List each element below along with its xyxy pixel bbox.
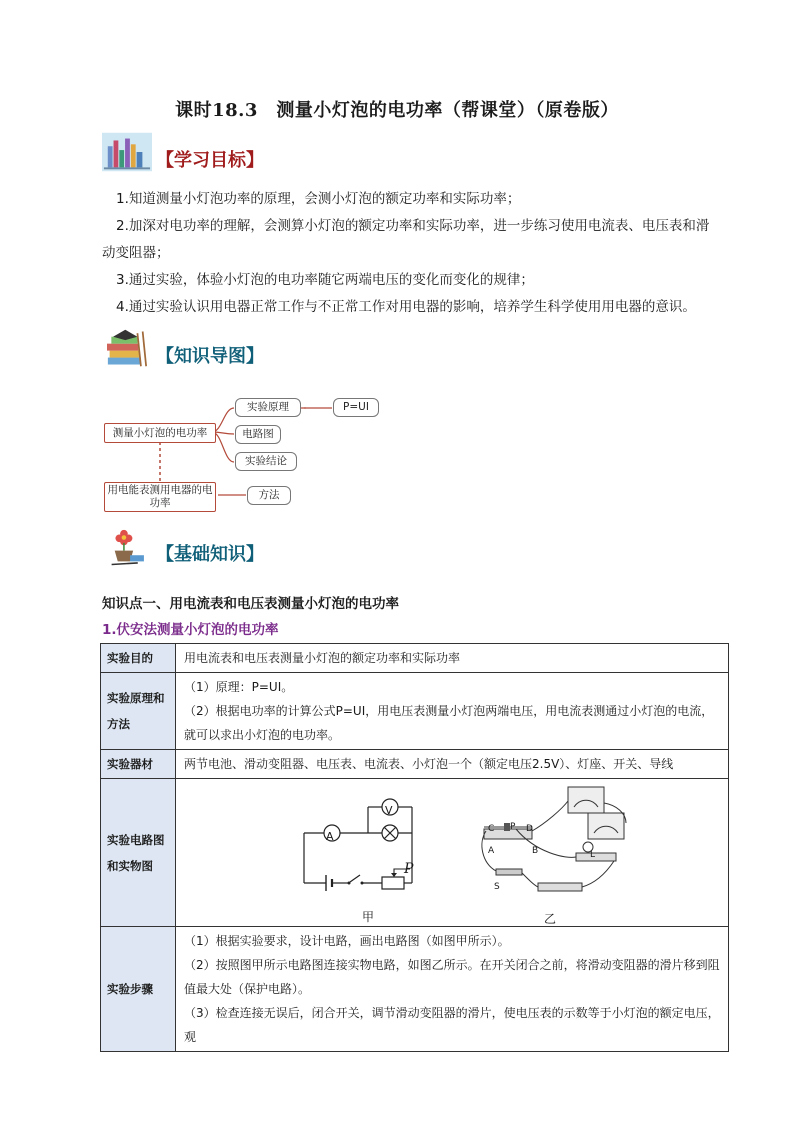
mindmap-root-2: 用电能表测用电器的电功率 (104, 482, 216, 512)
row-value (176, 927, 729, 1052)
table-row (101, 779, 729, 927)
apparatus-label-c: C (488, 824, 495, 834)
basics-header (102, 526, 264, 566)
row-value: 两节电池、滑动变阻器、电压表、电流表、小灯泡一个（额定电压2.5V）、灯座、开关、导线 (176, 750, 729, 779)
voltmeter-label: V (385, 804, 393, 817)
stacked-books-icon (102, 328, 152, 368)
table-row (101, 750, 729, 779)
row-line: （3）检查连接无误后，闭合开关，调节滑动变阻器的滑片，使电压表的示数等于小灯泡的额定电压，观 (184, 1006, 720, 1044)
row-figures (176, 779, 729, 927)
apparatus-label-d: D (526, 824, 533, 834)
apparatus-label-p: P (510, 822, 516, 832)
figure-caption-left: 甲 (362, 910, 375, 924)
mindmap-branch-circuit: 电路图 (235, 425, 281, 444)
row-label: 实验器材 (101, 750, 176, 779)
row-label: 实验电路图和实物图 (101, 779, 176, 927)
row-line: （1）根据实验要求，设计电路，画出电路图（如图甲所示）。 (184, 934, 510, 948)
rheostat-label: P (404, 861, 414, 877)
row-label: 实验原理和方法 (101, 673, 176, 750)
goals-label: 【学习目标】 (156, 150, 264, 171)
apparatus-label-b: B (532, 846, 539, 856)
row-line: （2）根据电功率的计算公式P=UI，用电压表测量小灯泡两端电压，用电流表测通过小灯泡的电流，就可以求出小灯泡的电功率。 (184, 704, 714, 742)
apparatus-drawing (476, 783, 636, 899)
table-row (101, 644, 729, 673)
mindmap-root: 测量小灯泡的电功率 (104, 423, 216, 443)
apparatus-label-s: S (494, 882, 500, 892)
goal-item-2: 2.加深对电功率的理解，会测算小灯泡的额定功率和实际功率，进一步练习使用电流表、电压表和滑 (116, 218, 710, 234)
knowledge-point-1-sub: 1.伏安法测量小灯泡的电功率 (102, 622, 279, 638)
flower-pot-icon (102, 526, 152, 566)
row-value: 用电流表和电压表测量小灯泡的额定功率和实际功率 (176, 644, 729, 673)
mindmap-method: 方法 (247, 486, 291, 505)
row-value (176, 673, 729, 750)
row-label: 实验目的 (101, 644, 176, 673)
goal-item-1: 1.知道测量小灯泡功率的原理，会测小灯泡的额定功率和实际功率； (116, 191, 521, 207)
apparatus-label-l: L (590, 850, 596, 860)
ammeter-label: A (326, 830, 334, 843)
goal-item-4: 4.通过实验认识用电器正常工作与不正常工作对用电器的影响，培养学生科学使用用电器的意识。 (116, 299, 696, 315)
table-row (101, 673, 729, 750)
experiment-table (100, 643, 729, 1052)
row-label: 实验步骤 (101, 927, 176, 1052)
mindmap-formula: P=UI (333, 398, 379, 417)
knowledge-point-1: 知识点一、用电流表和电压表测量小灯泡的电功率 (102, 596, 399, 612)
goal-item-2-cont: 动变阻器； (102, 245, 170, 261)
page-title: 课时18.3 测量小灯泡的电功率（帮课堂）（原卷版） (175, 100, 619, 121)
mindmap-header (102, 328, 264, 368)
table-row (101, 927, 729, 1052)
goals-header (102, 132, 264, 172)
mindmap-branch-principle: 实验原理 (235, 398, 301, 417)
apparatus-label-a: A (488, 846, 495, 856)
mindmap-label: 【知识导图】 (156, 346, 264, 367)
figure-caption-right: 乙 (544, 912, 557, 926)
row-line: （2）按照图甲所示电路图连接实物电路，如图乙所示。在开关闭合之前，将滑动变阻器的滑片移到阻值最大处（保护电路）。 (184, 958, 720, 996)
basics-label: 【基础知识】 (156, 544, 264, 565)
goal-item-3: 3.通过实验，体验小灯泡的电功率随它两端电压的变化而变化的规律； (116, 272, 534, 288)
mindmap-branch-conclusion: 实验结论 (235, 452, 297, 471)
row-line: （1）原理：P=UI。 (184, 680, 294, 694)
books-icon (102, 132, 152, 172)
